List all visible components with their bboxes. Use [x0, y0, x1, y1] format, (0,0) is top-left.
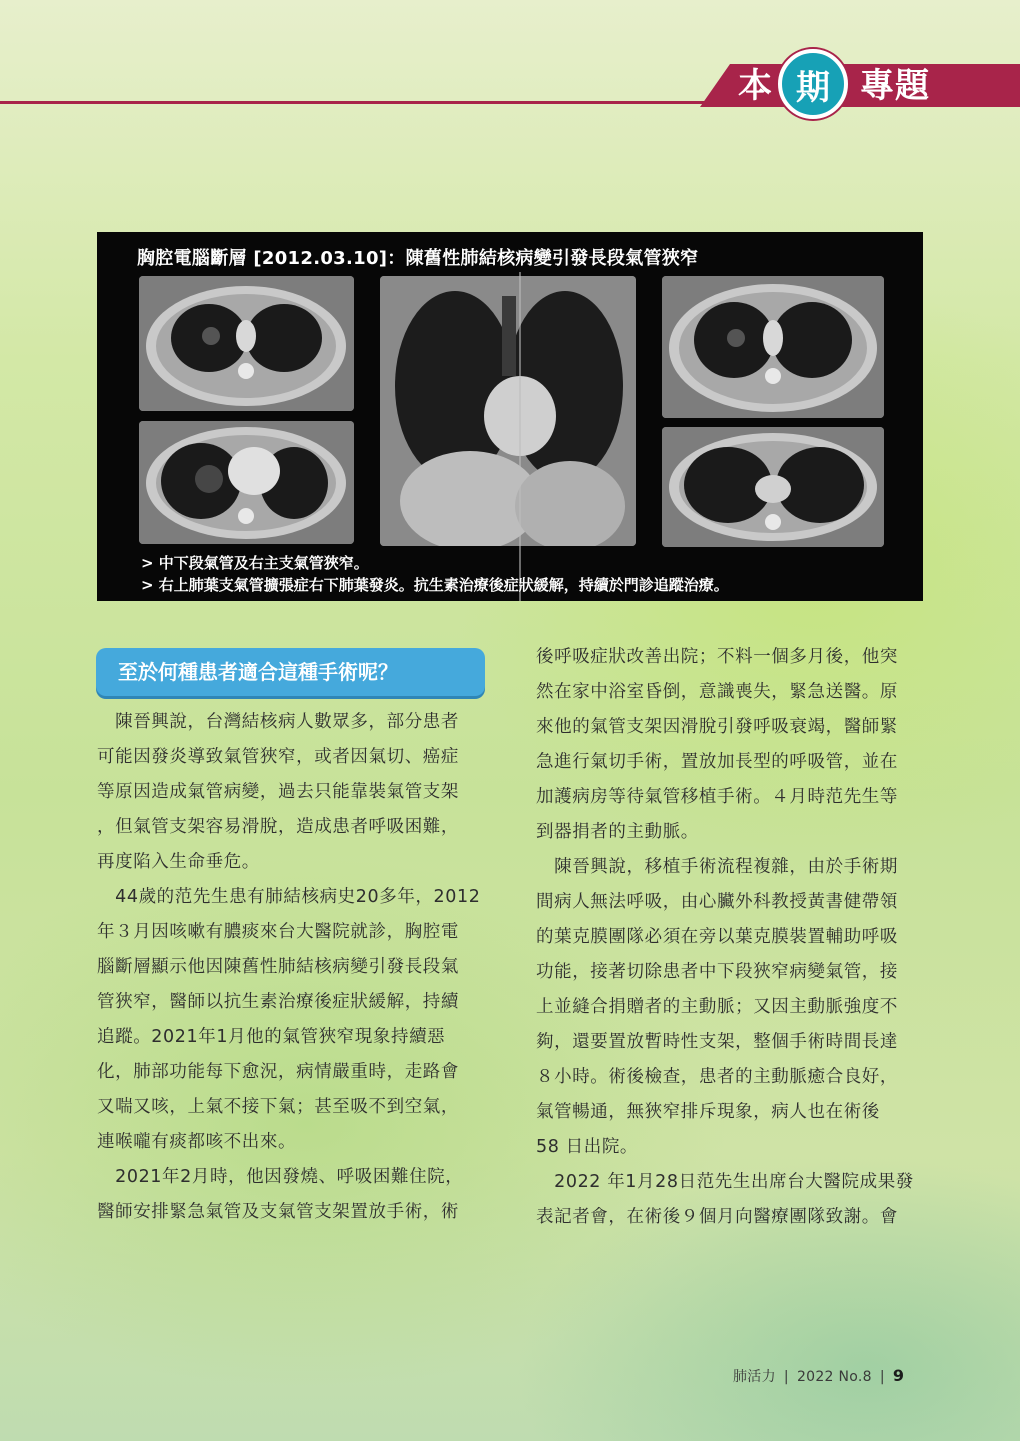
footer-magazine: 肺活力 — [733, 1369, 776, 1385]
body-line: 功能，接著切除患者中下段狹窄病變氣管，接 — [536, 962, 898, 982]
body-line: 管狹窄，醫師以抗生素治療後症狀緩解，持續 — [97, 992, 459, 1012]
body-line: 後呼吸症狀改善出院；不料一個多月後，他突 — [536, 647, 898, 667]
footer-separator: | — [879, 1369, 885, 1385]
body-line: 來他的氣管支架因滑脫引發呼吸衰竭，醫師緊 — [536, 717, 898, 737]
body-line: 間病人無法呼吸，由心臟外科教授黃書健帶領 — [536, 892, 898, 912]
ct-scan-axial-upper-right — [662, 276, 884, 418]
figure-note: > 右上肺葉支氣管擴張症右下肺葉發炎。抗生素治療後症狀緩解，持續於門診追蹤治療。 — [141, 576, 729, 594]
ct-scan-coronal — [380, 276, 636, 546]
body-line: 又喘又咳，上氣不接下氣；甚至吸不到空氣， — [97, 1097, 459, 1117]
body-line: 到器捐者的主動脈。 — [536, 822, 699, 842]
body-line: 2022 年1月28日范先生出席台大醫院成果發 — [536, 1172, 914, 1192]
ct-scan-axial-lower-left — [139, 421, 354, 544]
header-rule — [0, 101, 712, 104]
section-heading: 至於何種患者適合這種手術呢？ — [96, 648, 485, 696]
body-line: 追蹤。2021年1月他的氣管狹窄現象持續惡 — [97, 1027, 446, 1047]
body-line: 夠，還要置放暫時性支架，整個手術時間長達 — [536, 1032, 898, 1052]
figure-title: 胸腔電腦斷層 [2012.03.10]：陳舊性肺結核病變引發長段氣管狹窄 — [137, 248, 699, 269]
body-line: 腦斷層顯示他因陳舊性肺結核病變引發長段氣 — [97, 957, 459, 977]
body-line: ，但氣管支架容易滑脫，造成患者呼吸困難， — [97, 817, 459, 837]
body-line: 連喉嚨有痰都咳不出來。 — [97, 1132, 297, 1152]
body-line: 加護病房等待氣管移植手術。４月時范先生等 — [536, 787, 898, 807]
body-line: 化，肺部功能每下愈況，病情嚴重時，走路會 — [97, 1062, 459, 1082]
body-line: 然在家中浴室昏倒，意識喪失，緊急送醫。原 — [536, 682, 898, 702]
body-line: ８小時。術後檢查，患者的主動脈癒合良好， — [536, 1067, 898, 1087]
body-line: 再度陷入生命垂危。 — [97, 852, 260, 872]
body-line: 急進行氣切手術，置放加長型的呼吸管，並在 — [536, 752, 898, 772]
body-line: 陳晉興說，台灣結核病人數眾多，部分患者 — [97, 712, 459, 732]
page-footer — [733, 1366, 904, 1386]
header-ben: 本 — [738, 66, 772, 106]
body-line: 陳晉興說，移植手術流程複雜，由於手術期 — [536, 857, 898, 877]
figure-fold-line — [519, 272, 521, 601]
ct-scan-axial-upper-left — [139, 276, 354, 411]
body-line: 2021年2月時，他因發燒、呼吸困難住院， — [97, 1167, 464, 1187]
header-qi-badge — [778, 49, 848, 119]
body-line: 氣管暢通，無狹窄排斥現象，病人也在術後 — [536, 1102, 880, 1122]
body-line: 上並縫合捐贈者的主動脈；又因主動脈強度不 — [536, 997, 898, 1017]
figure-note: > 中下段氣管及右主支氣管狹窄。 — [141, 554, 369, 572]
page-number: 9 — [892, 1366, 905, 1385]
ct-scan-axial-lower-right — [662, 427, 884, 547]
body-line: 可能因發炎導致氣管狹窄，或者因氣切、癌症 — [97, 747, 459, 767]
footer-separator: | — [783, 1369, 789, 1385]
body-line: 58 日出院。 — [536, 1137, 639, 1157]
body-line: 等原因造成氣管病變，過去只能靠裝氣管支架 — [97, 782, 459, 802]
body-line: 年３月因咳嗽有膿痰來台大醫院就診，胸腔電 — [97, 922, 459, 942]
body-line: 醫師安排緊急氣管及支氣管支架置放手術，術 — [97, 1202, 459, 1222]
footer-issue: 2022 No.8 — [796, 1369, 872, 1385]
header-qi: 期 — [796, 67, 830, 108]
ct-figure — [97, 232, 923, 601]
body-line: 表記者會，在術後９個月向醫療團隊致謝。會 — [536, 1207, 898, 1227]
header-topic: 專題 — [860, 66, 930, 106]
body-line: 44歲的范先生患有肺結核病史20多年，2012 — [97, 887, 481, 907]
body-line: 的葉克膜團隊必須在旁以葉克膜裝置輔助呼吸 — [536, 927, 898, 947]
